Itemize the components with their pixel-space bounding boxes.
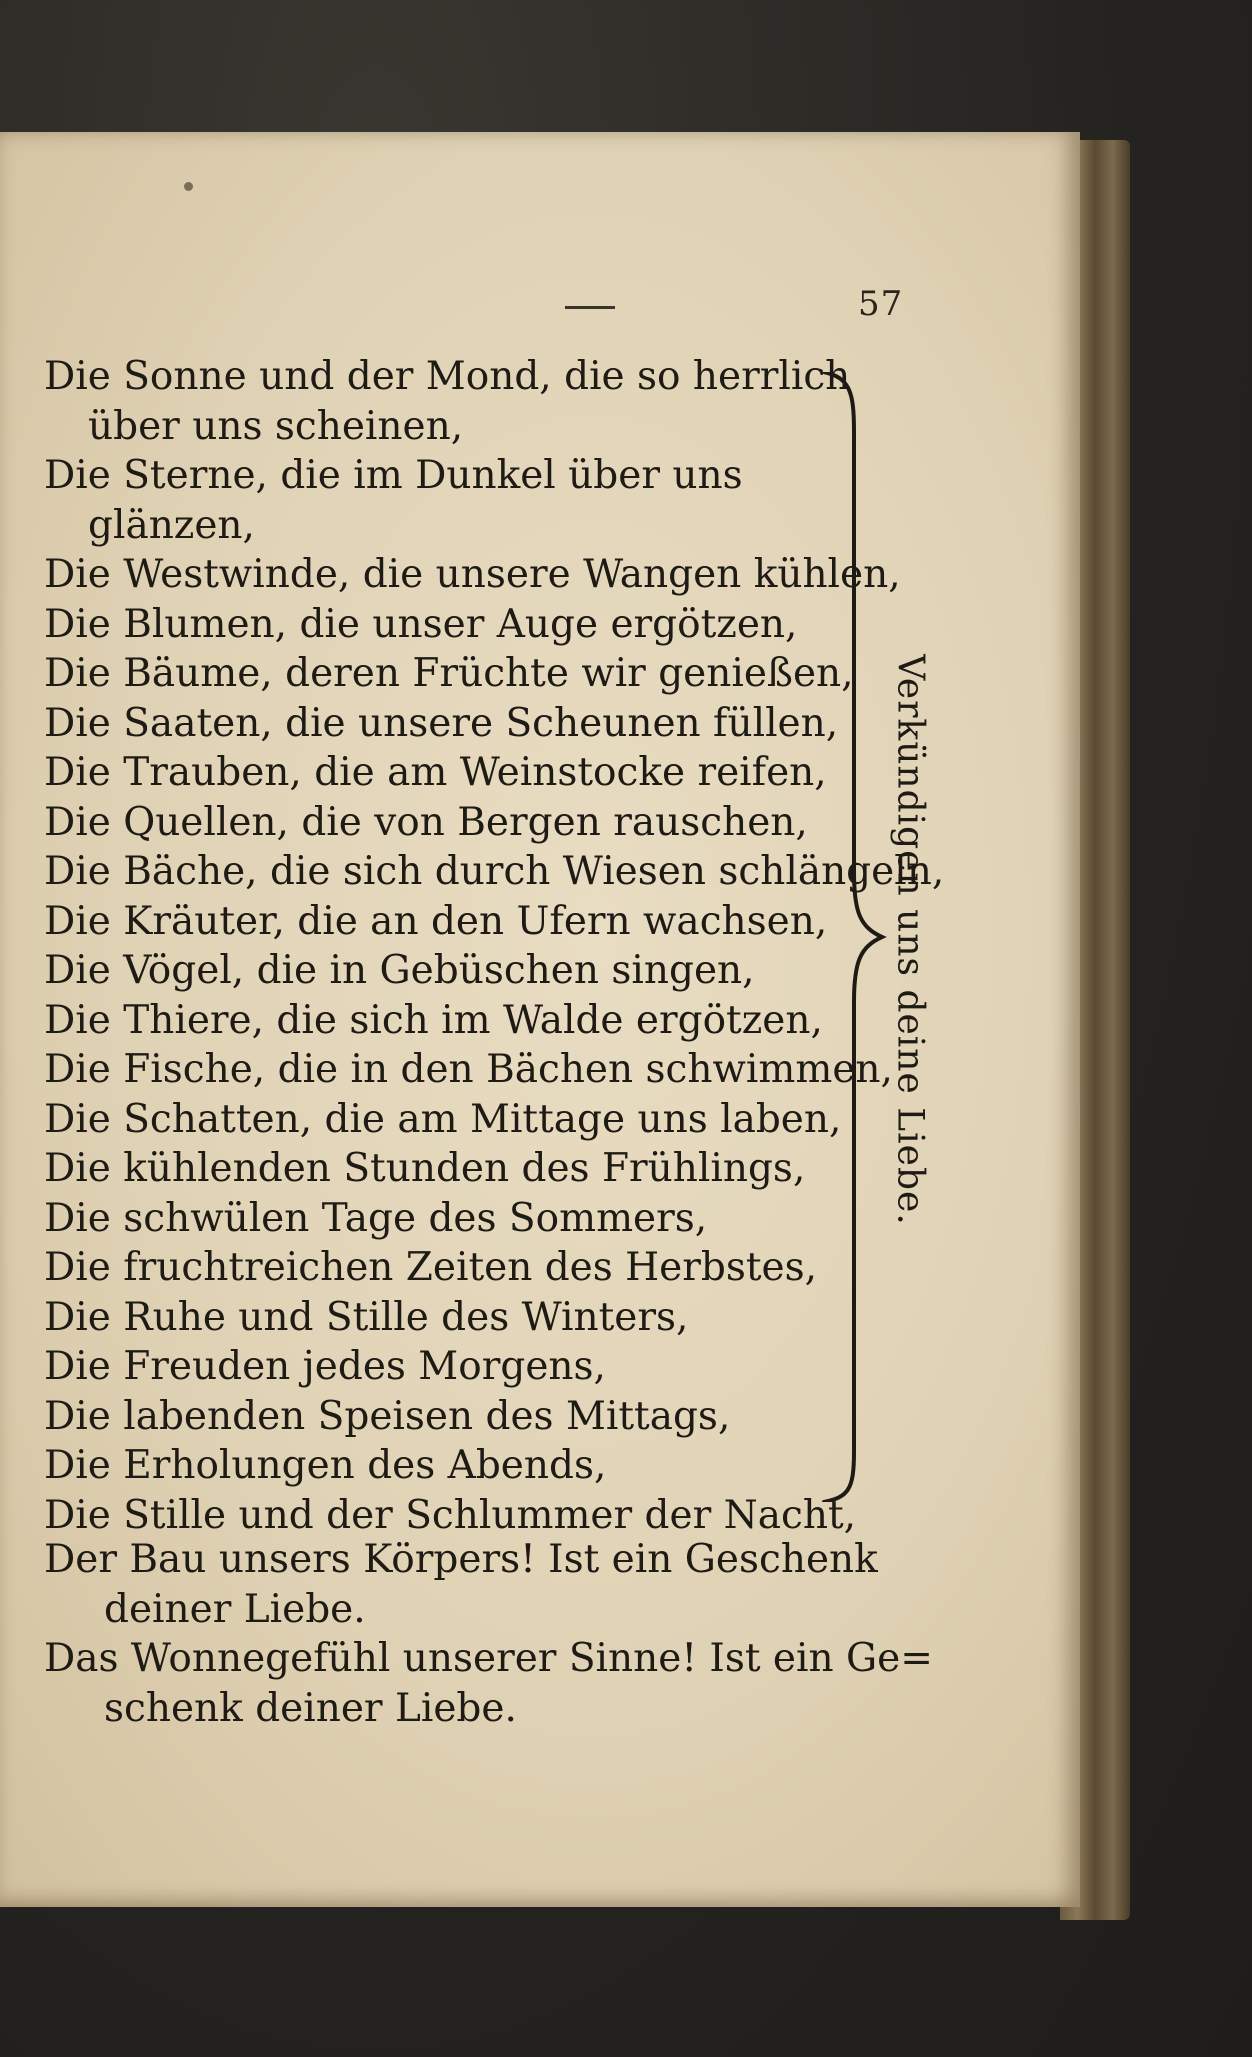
verse-line: Die schwülen Tage des Sommers, (44, 1195, 708, 1241)
verse-line: Die Blumen, die unser Auge ergötzen, (44, 601, 798, 647)
verse-line: Die labenden Speisen des Mittags, (44, 1393, 731, 1439)
page-number: 57 (858, 284, 904, 324)
verse-line: Die Freuden jedes Morgens, (44, 1344, 606, 1389)
verse-line: Die Sterne, die im Dunkel über uns (44, 453, 743, 498)
verse-line: Die Quellen, die von Bergen rauschen, (44, 799, 808, 845)
verse-line: Die Vögel, die in Gebüschen singen, (44, 948, 755, 993)
closing-block (44, 1535, 933, 1733)
verse-line: Die Sonne und der Mond, die so herrlich (44, 354, 851, 399)
verse-line: Die Erholungen des Abends, (44, 1443, 607, 1488)
verse-line: Die Saaten, die unsere Scheunen füllen, (44, 700, 839, 746)
side-caption-text: Verkündigen uns deine Liebe. (889, 654, 931, 1226)
verse-line: Die Thiere, die sich im Walde ergötzen, (44, 997, 823, 1043)
closing-line: Der Bau unsers Körpers! Ist ein Geschenk (44, 1537, 878, 1582)
verse-line: über uns scheinen, (88, 403, 464, 449)
closing-line-continuation: schenk deiner Liebe. (104, 1685, 517, 1731)
closing-line: Das Wonnegefühl unserer Sinne! Ist ein Ge= (44, 1636, 933, 1681)
verse-line: Die kühlenden Stunden des Frühlings, (44, 1146, 806, 1191)
header-dash (565, 306, 615, 309)
ink-dot (184, 182, 193, 191)
verse-line: Die Schatten, die am Mittage uns laben, (44, 1096, 842, 1142)
verse-line: Die Bäche, die sich durch Wiesen schlängeln, (44, 849, 945, 894)
side-caption (820, 654, 1000, 1226)
verse-line: Die Ruhe und Stille des Winters, (44, 1294, 689, 1340)
verse-line: Die fruchtreichen Zeiten des Herbstes, (44, 1245, 818, 1290)
verse-line: Die Fische, die in den Bächen schwimmen, (44, 1047, 893, 1092)
closing-line-continuation: deiner Liebe. (104, 1586, 366, 1632)
verse-line: Die Bäume, deren Früchte wir genießen, (44, 651, 854, 696)
verse-line: Die Westwinde, die unsere Wangen kühlen, (44, 552, 901, 597)
verse-line: glänzen, (88, 502, 255, 548)
verse-line: Die Trauben, die am Weinstocke reifen, (44, 750, 827, 795)
verse-line: Die Kräuter, die an den Ufern wachsen, (44, 898, 828, 944)
verse-line: Die Stille und der Schlummer der Nacht, (44, 1492, 857, 1538)
